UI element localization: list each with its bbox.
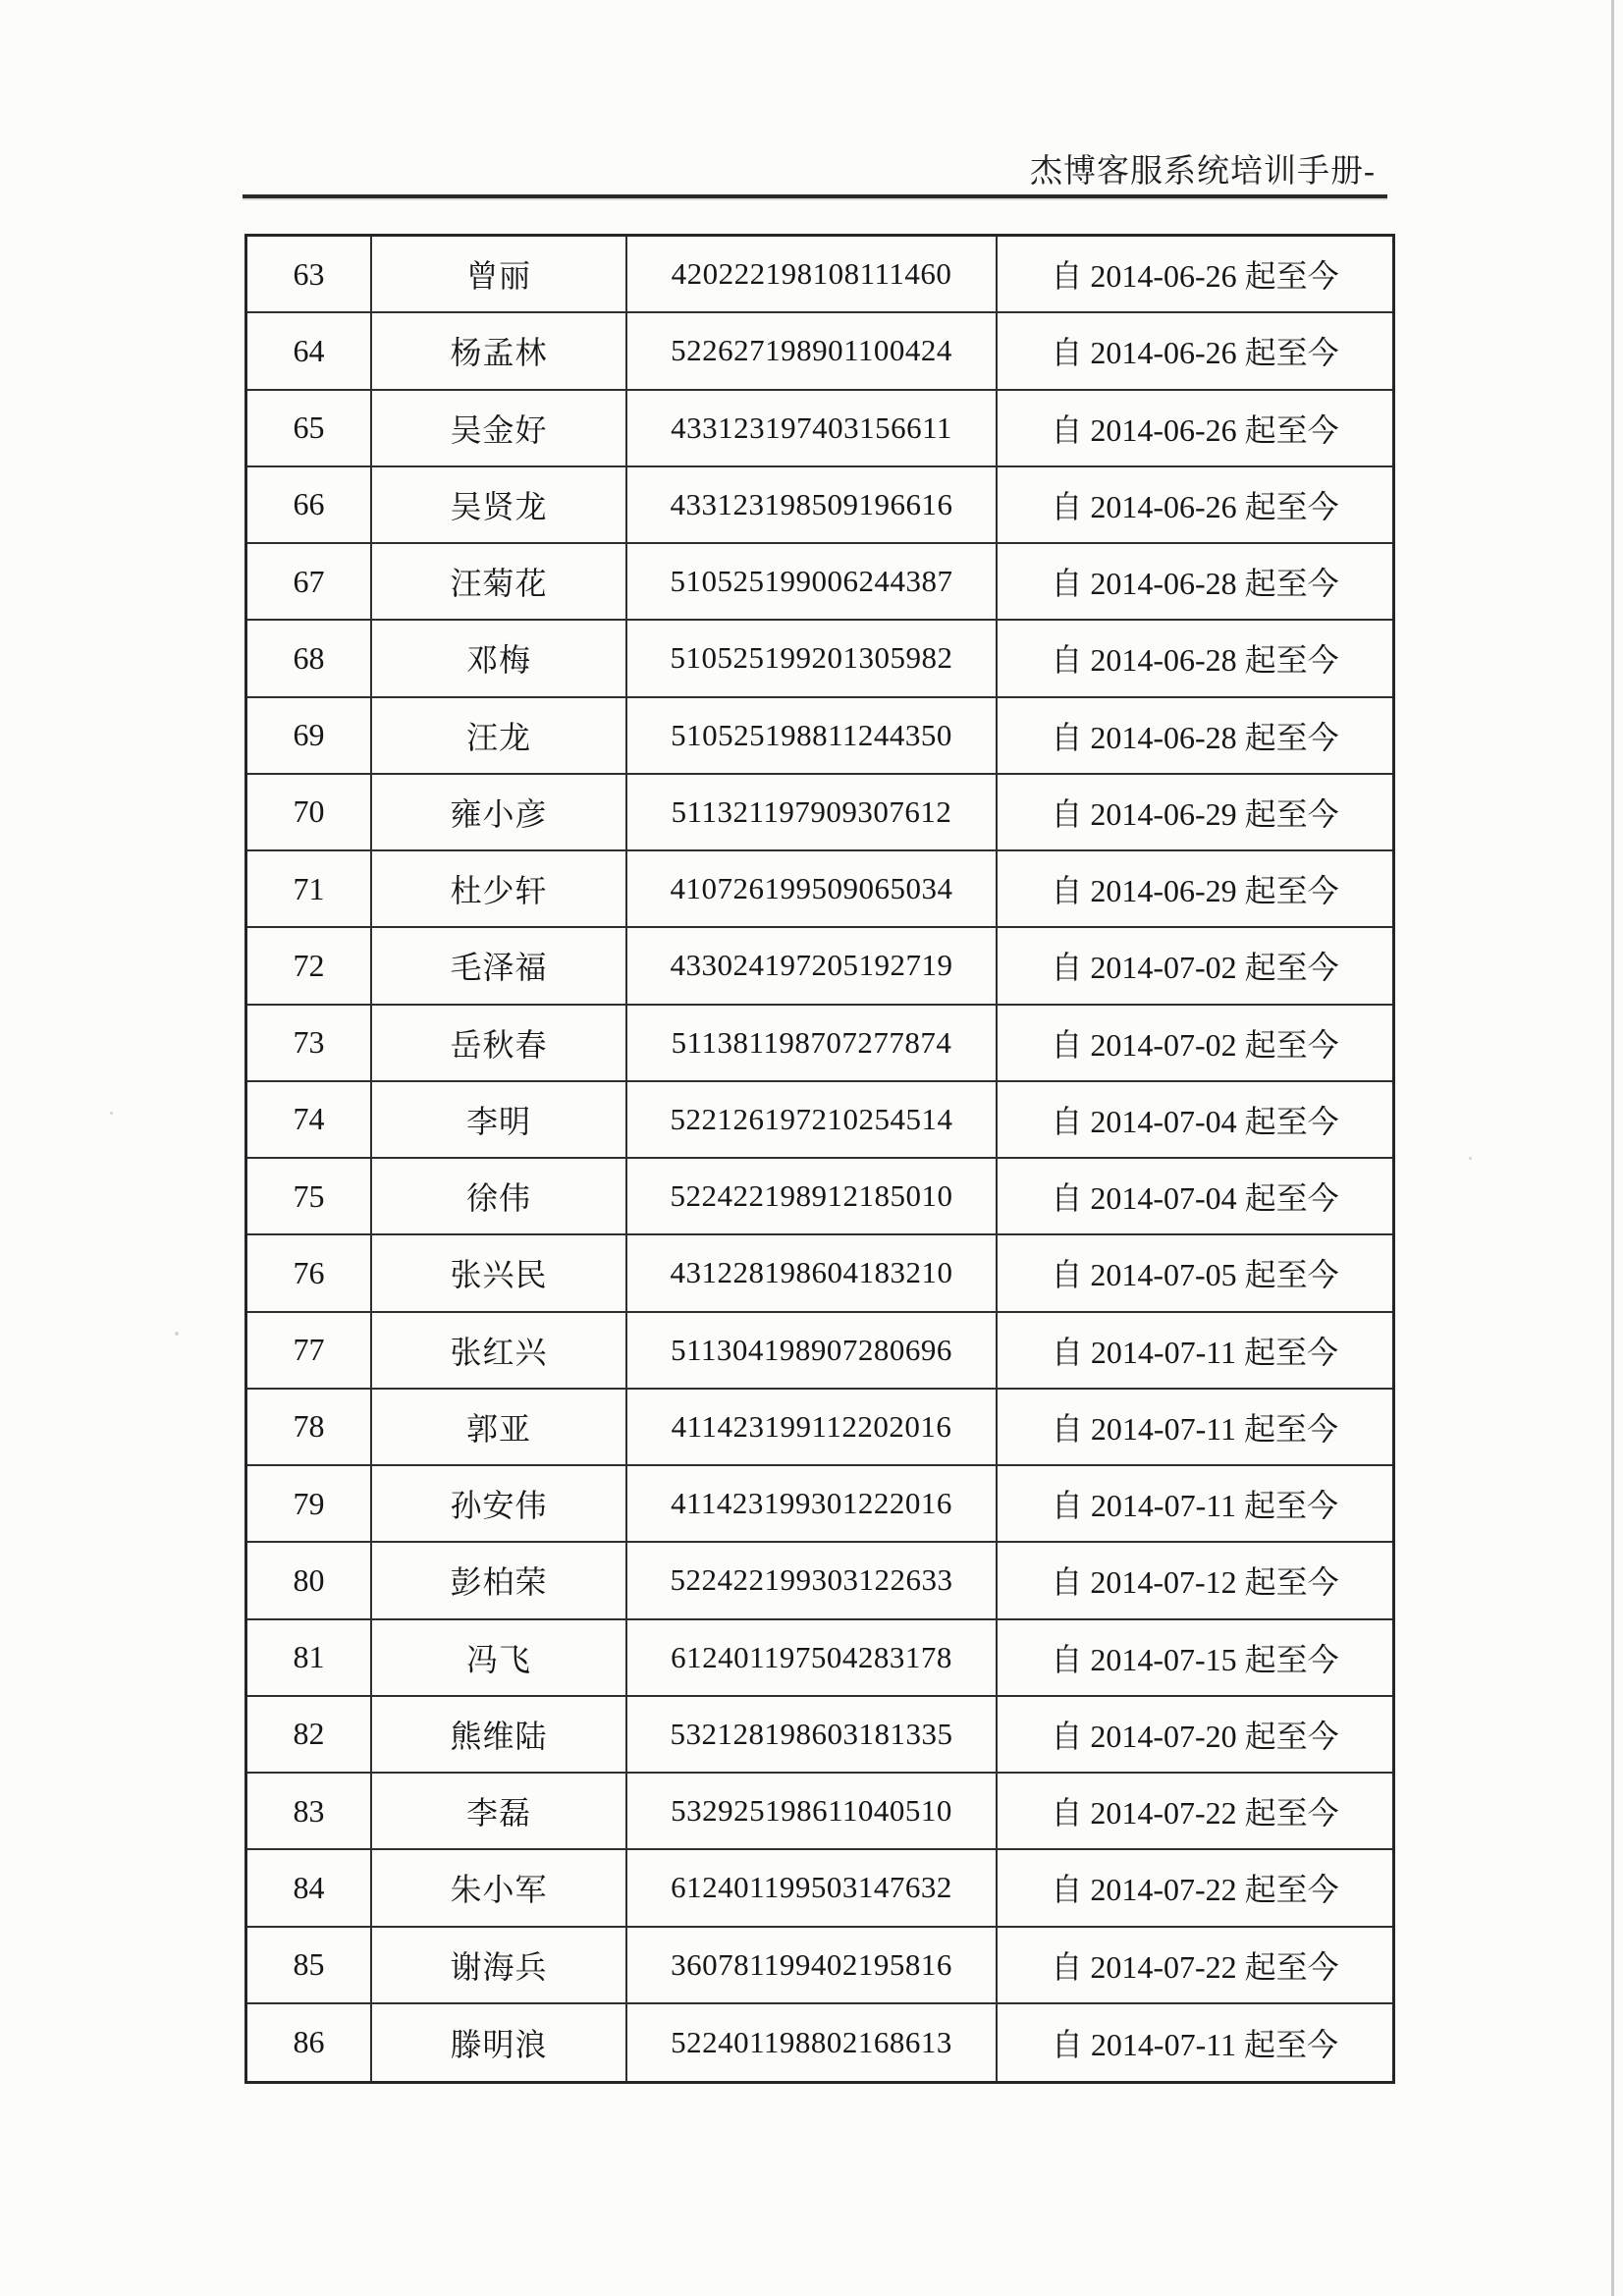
row-number-cell: 79 (247, 1466, 372, 1541)
id-number-cell: 433024197205192719 (627, 928, 998, 1003)
row-number-cell: 81 (247, 1620, 372, 1695)
name-cell: 滕明浪 (372, 2004, 627, 2081)
name-cell: 冯飞 (372, 1620, 627, 1695)
table-row (247, 1620, 1392, 1697)
id-number-cell: 410726199509065034 (627, 851, 998, 926)
row-number-cell: 86 (247, 2004, 372, 2081)
date-range-cell: 自 2014-07-12 起至今 (1051, 1564, 1339, 1601)
id-number-cell: 411423199301222016 (627, 1466, 998, 1541)
date-range-cell: 自 2014-07-11 起至今 (1051, 1410, 1339, 1447)
table-row (247, 544, 1392, 621)
row-number-cell: 76 (247, 1235, 372, 1310)
name-cell: 朱小军 (372, 1850, 627, 1925)
row-number-cell: 82 (247, 1697, 372, 1772)
date-range-cell: 自 2014-07-20 起至今 (1051, 1718, 1339, 1754)
scan-speckle (1469, 1157, 1472, 1160)
table-row (247, 1543, 1392, 1619)
id-number-cell: 360781199402195816 (627, 1928, 998, 2002)
row-number-cell: 70 (247, 775, 372, 849)
date-range-cell: 自 2014-07-02 起至今 (1051, 950, 1339, 986)
row-number-cell: 68 (247, 621, 372, 695)
table-row (247, 1774, 1392, 1850)
id-number-cell: 411423199112202016 (627, 1390, 998, 1464)
name-cell: 杨孟林 (372, 313, 627, 388)
name-cell: 雍小彦 (372, 775, 627, 849)
name-cell: 张兴民 (372, 1235, 627, 1310)
id-number-cell: 510525199201305982 (627, 621, 998, 695)
table-row (247, 1850, 1392, 1927)
id-number-cell: 612401199503147632 (627, 1850, 998, 1925)
roster-table (244, 234, 1395, 2084)
table-row (247, 1697, 1392, 1774)
name-cell: 郭亚 (372, 1390, 627, 1464)
name-cell: 李明 (372, 1082, 627, 1157)
id-number-cell: 510525198811244350 (627, 698, 998, 773)
table-row (247, 2004, 1392, 2081)
date-range-cell: 自 2014-07-22 起至今 (1051, 1795, 1339, 1831)
row-number-cell: 80 (247, 1543, 372, 1617)
scan-speckle (175, 1332, 179, 1336)
date-range-cell: 自 2014-07-11 起至今 (1051, 1334, 1339, 1370)
date-range-cell: 自 2014-06-26 起至今 (1051, 411, 1339, 448)
table-row (247, 1159, 1392, 1235)
row-number-cell: 84 (247, 1850, 372, 1925)
id-number-cell: 522422199303122633 (627, 1543, 998, 1617)
row-number-cell: 63 (247, 237, 372, 311)
row-number-cell: 65 (247, 391, 372, 465)
id-number-cell: 522401198802168613 (627, 2004, 998, 2081)
row-number-cell: 85 (247, 1928, 372, 2002)
table-row (247, 237, 1392, 313)
date-range-cell: 自 2014-06-28 起至今 (1051, 566, 1339, 602)
table-row (247, 775, 1392, 851)
date-range-cell: 自 2014-07-15 起至今 (1051, 1641, 1339, 1677)
date-range-cell: 自 2014-06-26 起至今 (1051, 488, 1339, 524)
name-cell: 曾丽 (372, 237, 627, 311)
row-number-cell: 72 (247, 928, 372, 1003)
name-cell: 谢海兵 (372, 1928, 627, 2002)
date-range-cell: 自 2014-07-22 起至今 (1051, 1872, 1339, 1908)
row-number-cell: 77 (247, 1313, 372, 1388)
row-number-cell: 73 (247, 1006, 372, 1080)
header-divider (243, 194, 1387, 198)
row-number-cell: 83 (247, 1774, 372, 1848)
table-row (247, 621, 1392, 697)
table-row (247, 467, 1392, 544)
row-number-cell: 75 (247, 1159, 372, 1233)
id-number-cell: 420222198108111460 (627, 237, 998, 311)
row-number-cell: 71 (247, 851, 372, 926)
date-range-cell: 自 2014-07-04 起至今 (1051, 1103, 1339, 1139)
name-cell: 张红兴 (372, 1313, 627, 1388)
id-number-cell: 511381198707277874 (627, 1006, 998, 1080)
table-row (247, 1928, 1392, 2004)
name-cell: 李磊 (372, 1774, 627, 1848)
table-row (247, 851, 1392, 928)
row-number-cell: 67 (247, 544, 372, 619)
name-cell: 彭柏荣 (372, 1543, 627, 1617)
table-row (247, 1006, 1392, 1082)
name-cell: 岳秋春 (372, 1006, 627, 1080)
date-range-cell: 自 2014-07-22 起至今 (1051, 1948, 1339, 1985)
table-row (247, 1313, 1392, 1390)
id-number-cell: 532128198603181335 (627, 1697, 998, 1772)
name-cell: 毛泽福 (372, 928, 627, 1003)
date-range-cell: 自 2014-06-29 起至今 (1051, 873, 1339, 909)
name-cell: 邓梅 (372, 621, 627, 695)
document-header-title: 杰博客服系统培训手册- (1030, 154, 1376, 190)
table-row (247, 391, 1392, 467)
id-number-cell: 522422198912185010 (627, 1159, 998, 1233)
name-cell: 孙安伟 (372, 1466, 627, 1541)
id-number-cell: 433123198509196616 (627, 467, 998, 542)
date-range-cell: 自 2014-06-26 起至今 (1051, 335, 1339, 371)
name-cell: 汪龙 (372, 698, 627, 773)
id-number-cell: 433123197403156611 (627, 391, 998, 465)
date-range-cell: 自 2014-06-29 起至今 (1051, 795, 1339, 832)
row-number-cell: 66 (247, 467, 372, 542)
date-range-cell: 自 2014-07-05 起至今 (1051, 1257, 1339, 1293)
id-number-cell: 532925198611040510 (627, 1774, 998, 1848)
name-cell: 熊维陆 (372, 1697, 627, 1772)
table-row (247, 1390, 1392, 1466)
id-number-cell: 522627198901100424 (627, 313, 998, 388)
scan-speckle (110, 1112, 113, 1115)
table-row (247, 313, 1392, 390)
date-range-cell: 自 2014-06-28 起至今 (1051, 642, 1339, 679)
table-row (247, 698, 1392, 775)
id-number-cell: 431228198604183210 (627, 1235, 998, 1310)
date-range-cell: 自 2014-07-11 起至今 (1051, 1488, 1339, 1524)
id-number-cell: 612401197504283178 (627, 1620, 998, 1695)
id-number-cell: 511321197909307612 (627, 775, 998, 849)
name-cell: 徐伟 (372, 1159, 627, 1233)
date-range-cell: 自 2014-07-04 起至今 (1051, 1180, 1339, 1217)
row-number-cell: 64 (247, 313, 372, 388)
row-number-cell: 74 (247, 1082, 372, 1157)
table-row (247, 928, 1392, 1005)
table-row (247, 1082, 1392, 1159)
id-number-cell: 511304198907280696 (627, 1313, 998, 1388)
date-range-cell: 自 2014-07-02 起至今 (1051, 1026, 1339, 1063)
date-range-cell: 自 2014-06-28 起至今 (1051, 719, 1339, 755)
date-range-cell: 自 2014-07-11 起至今 (1051, 2026, 1339, 2062)
row-number-cell: 69 (247, 698, 372, 773)
table-row (247, 1235, 1392, 1312)
id-number-cell: 522126197210254514 (627, 1082, 998, 1157)
name-cell: 杜少轩 (372, 851, 627, 926)
name-cell: 吴金好 (372, 391, 627, 465)
id-number-cell: 510525199006244387 (627, 544, 998, 619)
scan-edge-shadow (1611, 0, 1614, 2296)
date-range-cell: 自 2014-06-26 起至今 (1051, 258, 1339, 295)
row-number-cell: 78 (247, 1390, 372, 1464)
name-cell: 汪菊花 (372, 544, 627, 619)
name-cell: 吴贤龙 (372, 467, 627, 542)
table-row (247, 1466, 1392, 1543)
